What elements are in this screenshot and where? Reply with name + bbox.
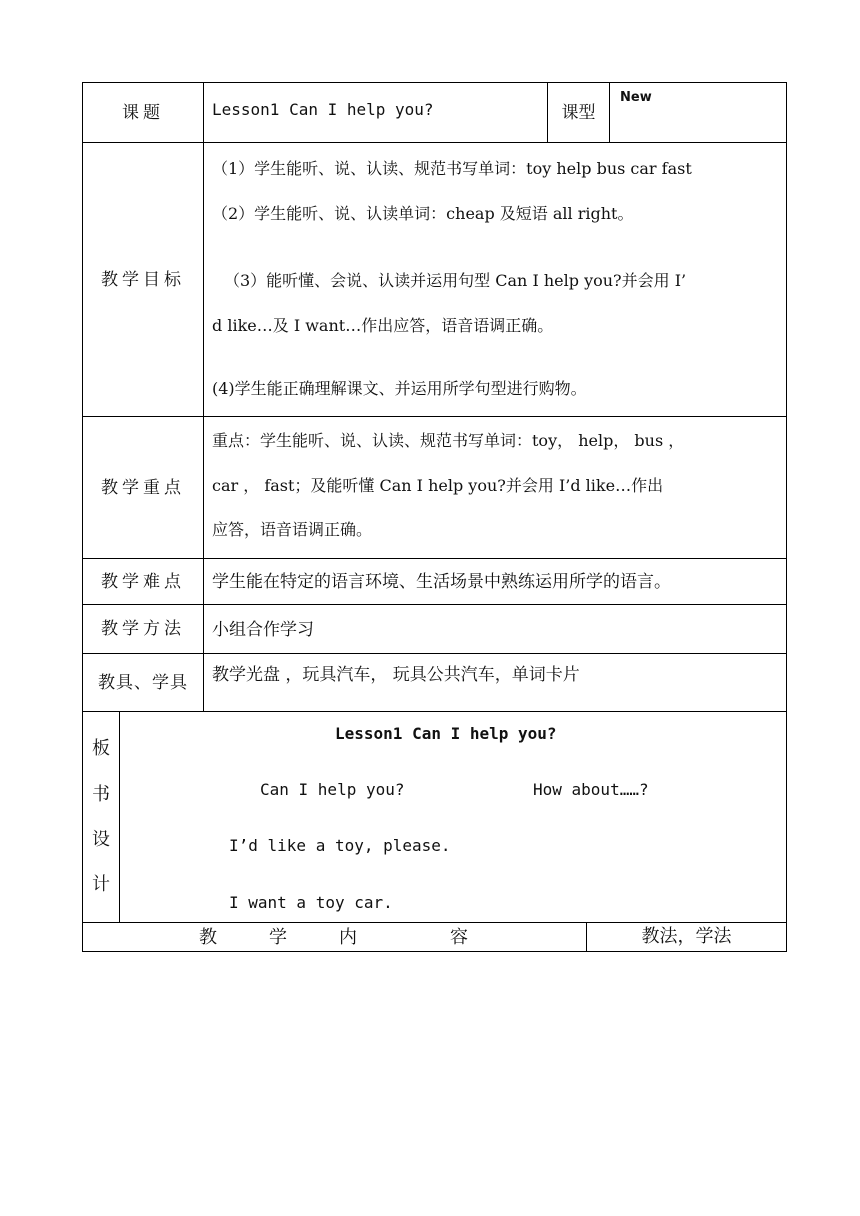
board-content-cell [119, 711, 787, 923]
method-label-cell [82, 604, 204, 654]
title-value-cell [203, 82, 548, 143]
method-text: 小组合作学习 [212, 620, 314, 640]
board-line-a: Can I help you? [260, 780, 405, 799]
board-label-char-3: 设 [92, 829, 110, 850]
objective-line-3: （3）能听懂、会说、认读并运用句型 Can I help you?并会用 I’ [224, 271, 687, 290]
tools-label-cell [82, 653, 204, 712]
content-header-cell [82, 922, 587, 952]
objectives-label: 教学目标 [101, 269, 185, 290]
board-label-cell [82, 711, 120, 923]
keypoints-content-cell [203, 416, 787, 559]
method-label: 教学方法 [101, 619, 185, 639]
keypoint-line-1: 重点：学生能听、说、认读、规范书写单词：toy， help， bus ， [212, 431, 685, 450]
methods-header: 教法，学法 [641, 926, 732, 947]
objectives-content-cell [203, 142, 787, 417]
methods-header-cell [586, 922, 787, 952]
objective-line-2: （2）学生能听、说、认读单词：cheap 及短语 all right。 [212, 204, 634, 223]
difficulties-text: 学生能在特定的语言环境、生活场景中熟练运用所学的语言。 [212, 572, 671, 592]
board-label-char-1: 板 [92, 738, 110, 759]
board-line-c: I’d like a toy, please. [229, 836, 451, 855]
type-label: 课型 [561, 102, 596, 123]
keypoint-line-2: car ， fast；及能听懂 Can I help you?并会用 I’d like…作出 [212, 476, 664, 495]
board-label-char-4: 计 [92, 874, 110, 895]
type-label-cell [547, 82, 610, 143]
difficulties-content-cell [203, 558, 787, 605]
difficulties-label-cell [82, 558, 204, 605]
board-label-char-2: 书 [92, 784, 110, 805]
content-header-char-3: 内 [339, 927, 357, 948]
objective-line-5: (4)学生能正确理解课文、并运用所学句型进行购物。 [212, 379, 587, 398]
title-label-cell [82, 82, 204, 143]
difficulties-label: 教学难点 [101, 571, 185, 592]
objective-line-4: d like…及 I want…作出应答，语音语调正确。 [212, 316, 554, 335]
title-label: 课题 [122, 102, 164, 123]
content-header-char-2: 学 [269, 927, 287, 948]
type-value-cell [609, 82, 787, 143]
board-line-d: I want a toy car. [229, 893, 393, 912]
objective-line-1: （1）学生能听、说、认读、规范书写单词：toy help bus car fast [212, 159, 692, 178]
board-title: Lesson1 Can I help you? [335, 724, 557, 743]
keypoints-label: 教学重点 [101, 477, 185, 498]
keypoint-line-3: 应答，语音语调正确。 [212, 520, 373, 539]
tools-label: 教具、学具 [98, 672, 188, 693]
keypoints-label-cell [82, 416, 204, 559]
tools-content-cell [203, 653, 787, 712]
objectives-label-cell [82, 142, 204, 417]
content-header-char-1: 教 [199, 927, 217, 948]
type-value: New [620, 90, 652, 105]
title-value: Lesson1 Can I help you? [212, 100, 434, 119]
board-line-b: How about……? [533, 780, 649, 799]
tools-text: 教学光盘 ，玩具汽车， 玩具公共汽车，单词卡片 [212, 665, 580, 685]
content-header-char-4: 容 [450, 927, 468, 948]
method-content-cell [203, 604, 787, 654]
